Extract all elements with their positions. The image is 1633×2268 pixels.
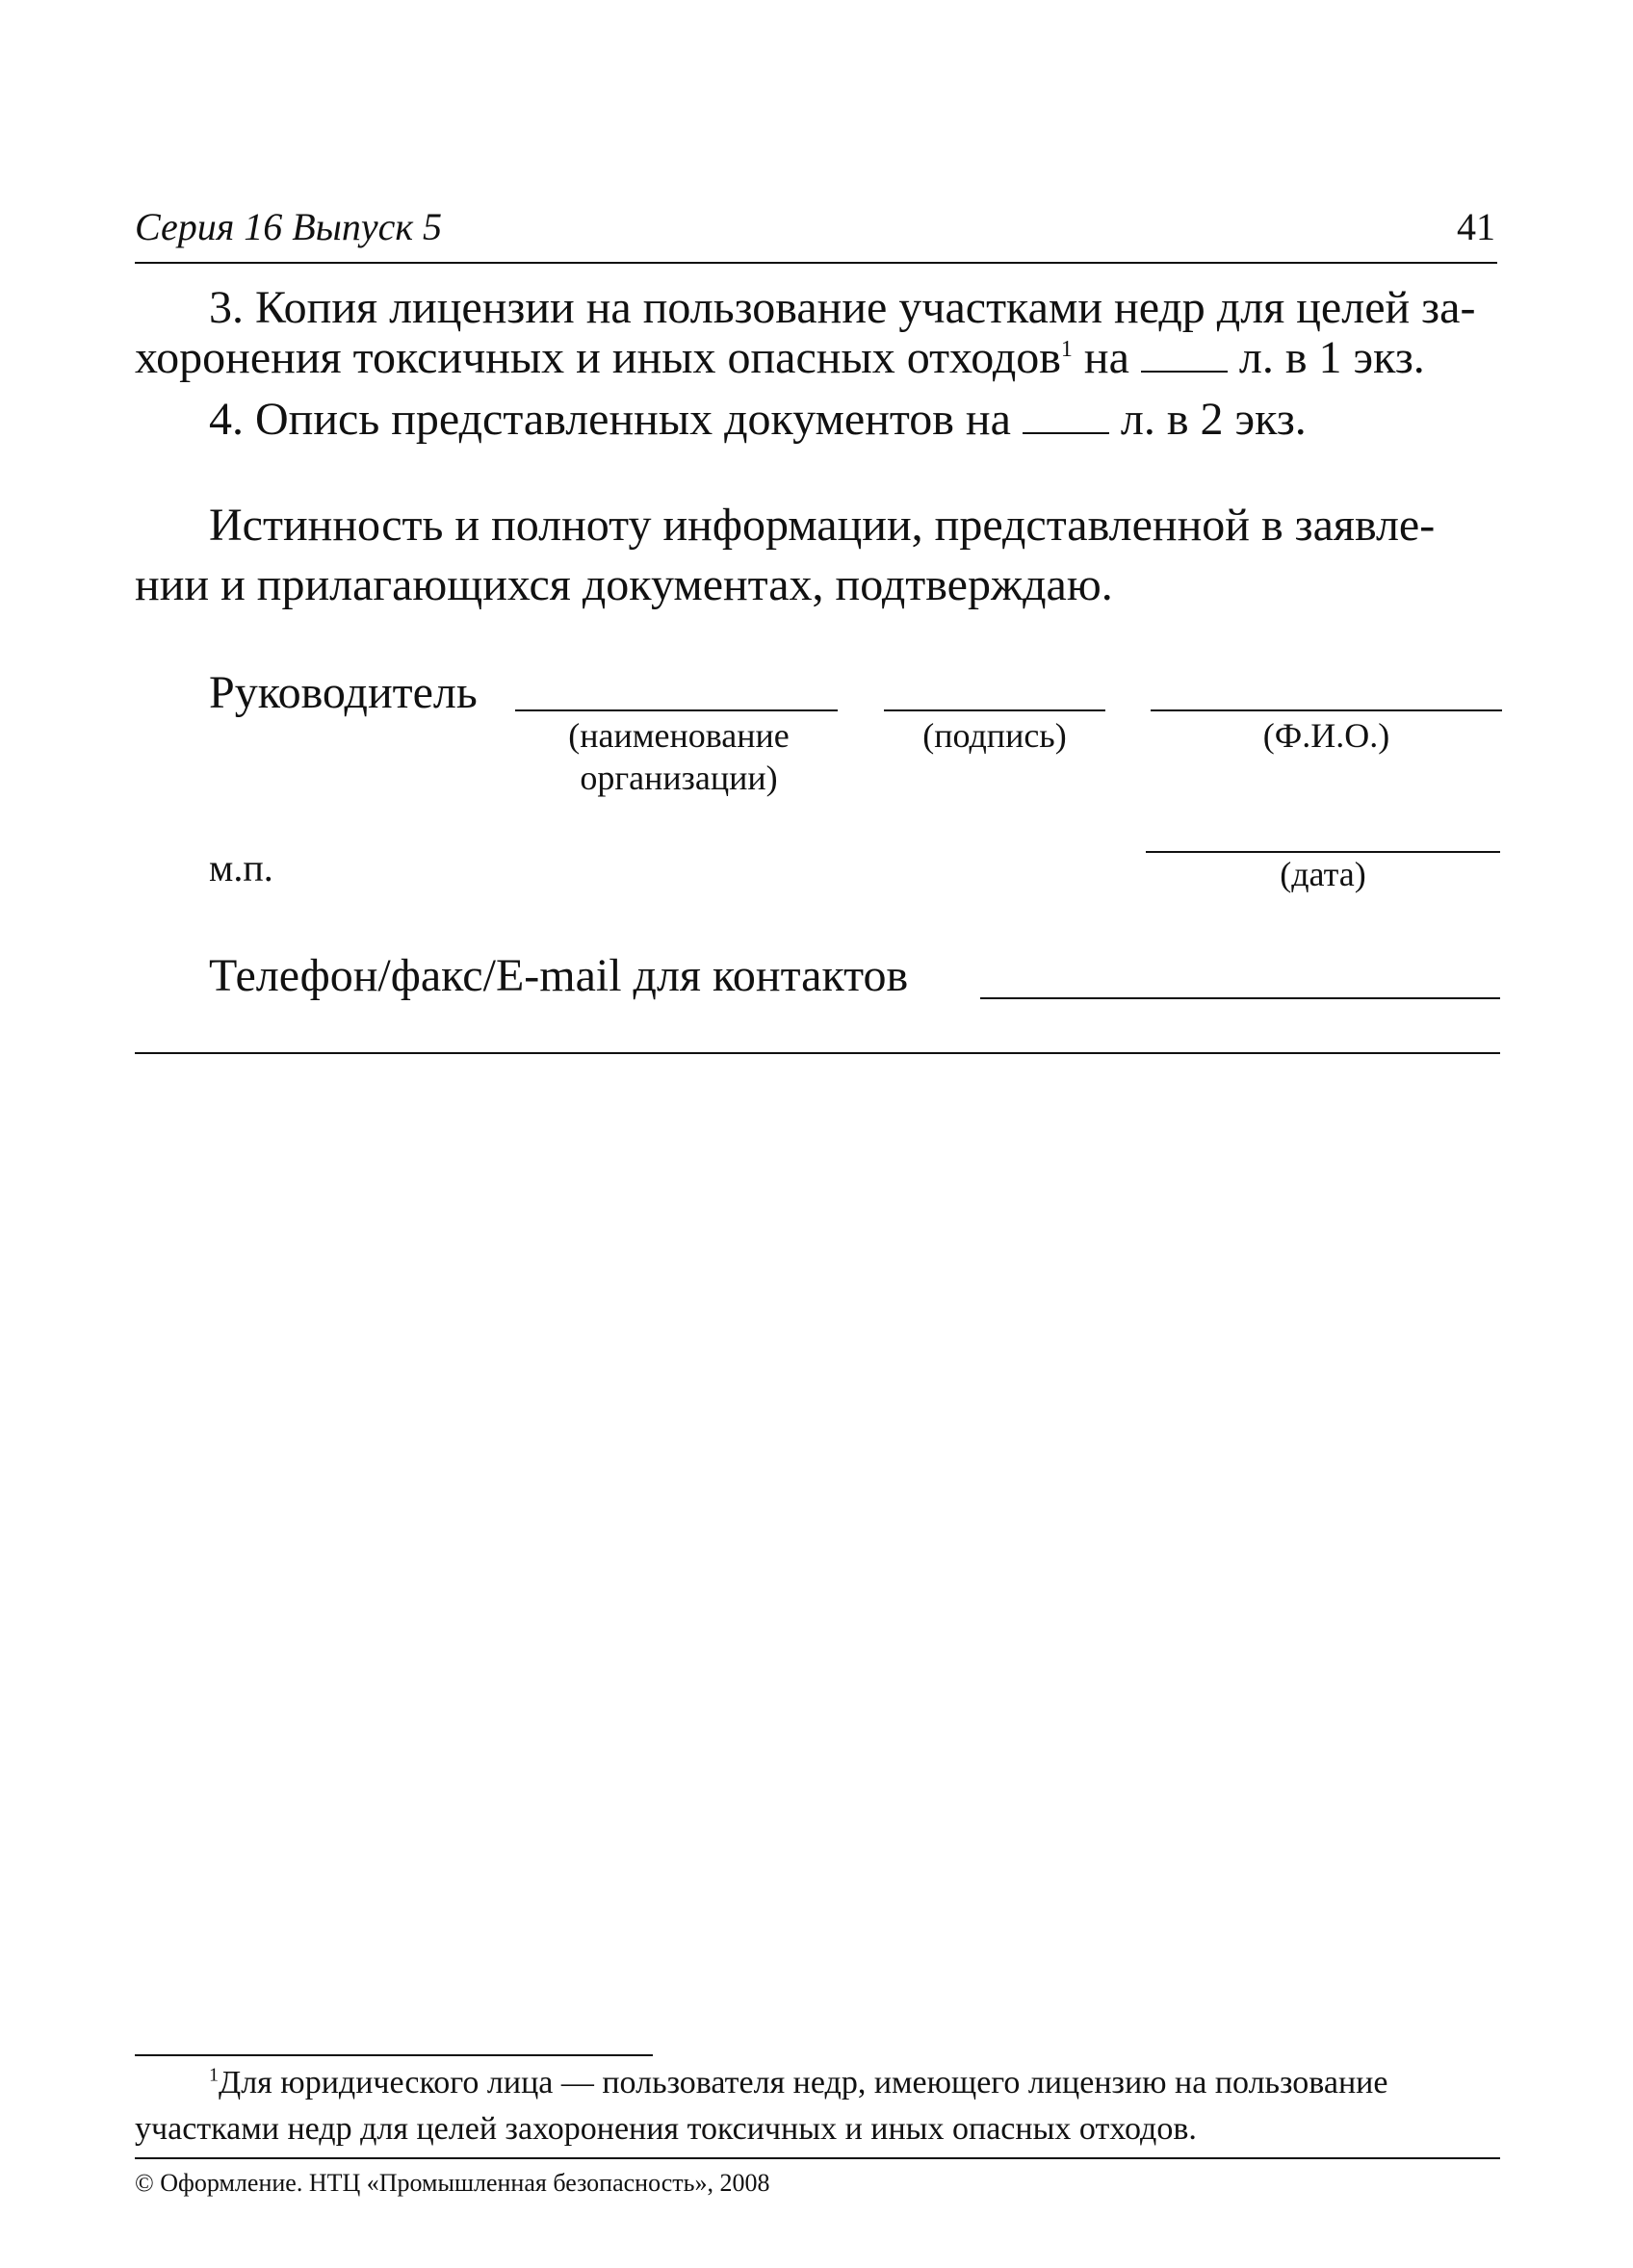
item-4-copies: л. в 2 экз. (1108, 394, 1307, 445)
stamp-label: м.п. (209, 846, 273, 889)
footnote-line-2: участками недр для целей захоронения токсичных и иных опасных отходов. (135, 2111, 1197, 2147)
item-4-line (209, 391, 1307, 449)
item-3-text: хоронения токсичных и иных опасных отходов (135, 332, 1061, 383)
full-name-caption: (Ф.И.О.) (1262, 716, 1390, 755)
header-series-title: Серия 16 Выпуск 5 (135, 205, 443, 248)
contacts-label: Телефон/факс/E-mail для контактов (209, 950, 909, 1001)
running-header (135, 204, 1497, 264)
date-caption: (дата) (1280, 855, 1366, 893)
item-3-pages-blank[interactable] (1141, 332, 1228, 373)
footnote-text-1: Для юридического лица — пользователя недр, имеющего лицензию на пользование (219, 2065, 1388, 2100)
item-3-line-2 (135, 329, 1425, 387)
footnote-separator (135, 2054, 653, 2056)
organization-caption: (наименование организации) (568, 716, 790, 797)
contacts-continuation-line[interactable] (135, 1052, 1500, 1054)
confirmation-line-2: нии и прилагающихся документах, подтверждаю. (135, 559, 1113, 610)
footnote-reference: 1 (1060, 337, 1073, 362)
copyright-separator (135, 2157, 1500, 2159)
page-number: 41 (1457, 205, 1495, 248)
full-name-line[interactable] (1151, 709, 1502, 711)
item-3-line-1: 3. Копия лицензии на пользование участками недр для целей за- (209, 282, 1476, 333)
organization-name-line[interactable] (515, 709, 838, 711)
signature-caption: (подпись) (922, 716, 1067, 755)
item-4-text: 4. Опись представленных документов на (209, 394, 1023, 445)
signature-line[interactable] (884, 709, 1105, 711)
confirmation-line-1: Истинность и полноту информации, представленной в заявле- (209, 500, 1436, 551)
copyright-notice: © Оформление. НТЦ «Промышленная безопасность», 2008 (135, 2169, 770, 2197)
footnote-line-1 (209, 2060, 1387, 2106)
footnote-marker: 1 (209, 2064, 219, 2086)
head-label: Руководитель (209, 667, 478, 718)
contacts-line[interactable] (980, 997, 1500, 999)
item-3-text-on: на (1072, 332, 1141, 383)
item-4-pages-blank[interactable] (1023, 394, 1109, 434)
item-3-copies: л. в 1 экз. (1227, 332, 1425, 383)
